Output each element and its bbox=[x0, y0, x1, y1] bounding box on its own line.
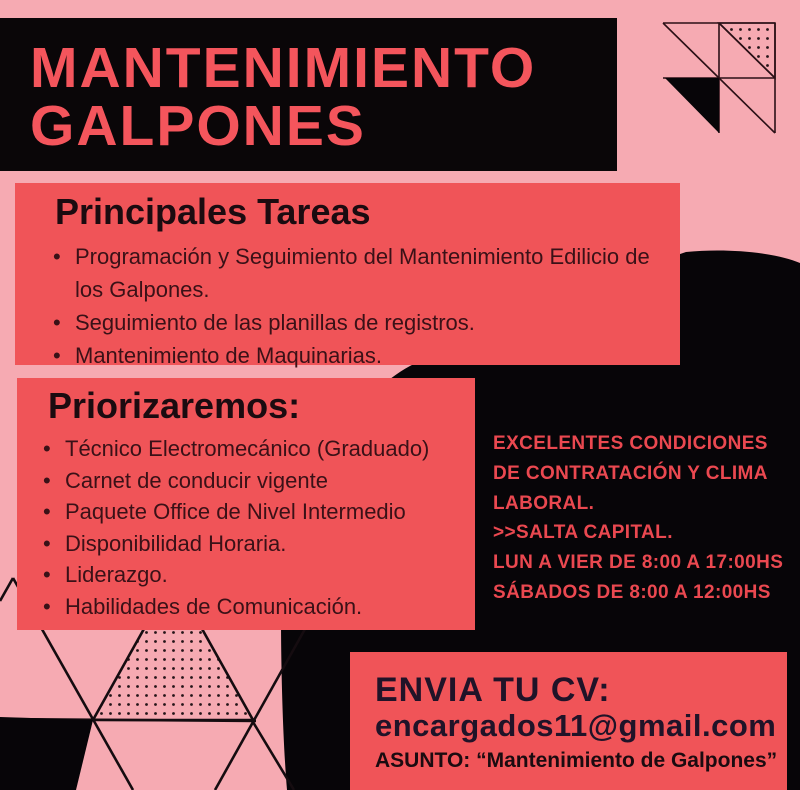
cv-heading: ENVIA TU CV: bbox=[375, 671, 611, 709]
priority-item: • Habilidades de Comunicación. bbox=[65, 591, 465, 623]
tasks-heading: Principales Tareas bbox=[55, 191, 371, 232]
cv-subject: ASUNTO: “Mantenimiento de Galpones” bbox=[375, 749, 778, 772]
black-corner-shape bbox=[0, 717, 93, 790]
priority-item: • Disponibilidad Horaria. bbox=[65, 528, 465, 560]
poster-title-line2: GALPONES bbox=[30, 94, 366, 158]
task-item: • Seguimiento de las planillas de registros. bbox=[75, 306, 675, 339]
priorities-card bbox=[17, 378, 475, 630]
condition-line: EXCELENTES CONDICIONES bbox=[493, 433, 768, 454]
task-item: • Mantenimiento de Maquinarias. bbox=[75, 339, 675, 372]
priorities-list bbox=[17, 433, 475, 622]
cv-email: encargados11@gmail.com bbox=[375, 708, 777, 743]
condition-line: LABORAL. bbox=[493, 492, 595, 514]
condition-line: SÁBADOS DE 8:00 A 12:00HS bbox=[493, 581, 771, 603]
condition-line: DE CONTRATACIÓN Y CLIMA bbox=[493, 462, 768, 484]
tasks-card bbox=[15, 183, 680, 368]
poster-title-line1: MANTENIMIENTO bbox=[30, 36, 537, 100]
priority-item: • Carnet de conducir vigente bbox=[65, 465, 465, 497]
task-item: • Programación y Seguimiento del Mantenimiento Edilicio de los Galpones. bbox=[75, 240, 675, 306]
condition-line: >>SALTA CAPITAL. bbox=[493, 522, 673, 544]
condition-line: LUN A VIER DE 8:00 A 17:00HS bbox=[493, 552, 784, 574]
corner-triangles-decor bbox=[663, 23, 775, 133]
cv-card bbox=[350, 652, 787, 790]
priority-item: • Liderazgo. bbox=[65, 559, 465, 591]
conditions-block bbox=[493, 429, 798, 608]
priorities-heading: Priorizaremos: bbox=[48, 385, 301, 426]
tasks-list bbox=[15, 240, 680, 372]
solid-triangle-small bbox=[665, 78, 719, 133]
priority-item: • Técnico Electromecánico (Graduado) bbox=[65, 433, 465, 465]
title-box bbox=[0, 18, 617, 171]
priority-item: • Paquete Office de Nivel Intermedio bbox=[65, 496, 465, 528]
